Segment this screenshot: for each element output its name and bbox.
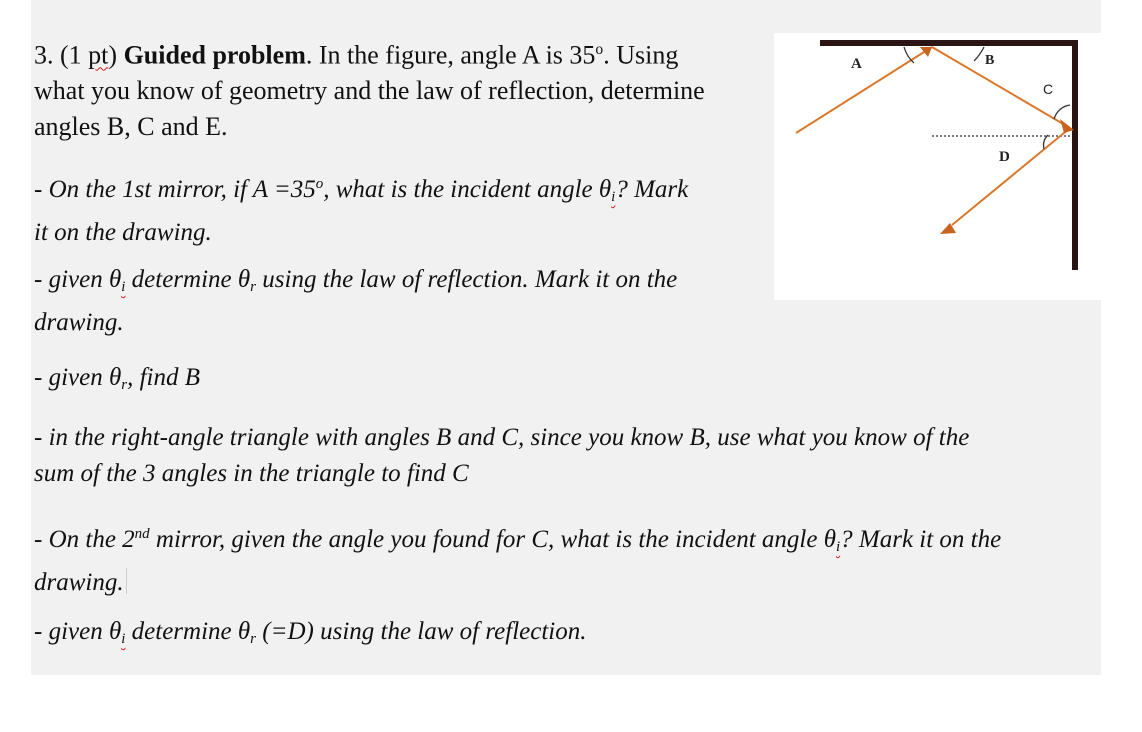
arrowhead-top [920, 47, 932, 57]
theta-symbol: θ [598, 176, 612, 203]
step-4 [34, 420, 969, 492]
step-3-text-a: - given [34, 364, 109, 391]
theta-subscript: r [121, 376, 128, 393]
step-4-text-line2: sum of the 3 angles in the triangle to find C [34, 460, 469, 487]
step-5-text-b: mirror, given the angle you found for C, what is the incident angle [149, 526, 824, 553]
step-5-text-a: - On the 2 [34, 526, 135, 553]
mirror-figure [774, 33, 1102, 300]
problem-intro-line2: what you know of geometry and the law of reflection, determine [34, 76, 705, 106]
problem-intro-line3: angles B, C and E. [34, 112, 228, 142]
problem-intro-a: . In the figure, angle A is 35 [305, 40, 596, 70]
theta-subscript: i [611, 188, 616, 205]
theta-subscript: r [250, 630, 257, 647]
step-6-text-b: determine [125, 618, 238, 645]
step-6-text-a: - given [34, 618, 109, 645]
right-mirror [1072, 40, 1078, 270]
step-1-text-a: - On the 1st mirror, if A =35 [34, 176, 316, 203]
top-mirror [820, 40, 1078, 46]
text-cursor [126, 568, 127, 594]
step-2-text-c: using the law of reflection. Mark it on the [256, 266, 678, 293]
problem-statement [34, 32, 705, 145]
step-2-text-line2: drawing. [34, 308, 124, 336]
degree-mark: o [315, 176, 324, 192]
problem-title: Guided problem [123, 40, 306, 70]
step-3-text-b: , find B [127, 364, 201, 391]
theta-subscript: i [121, 278, 126, 295]
problem-paren: ) [108, 40, 118, 70]
label-c: C [1043, 81, 1054, 97]
label-b: B [985, 53, 995, 68]
problem-number: 3. (1 [34, 40, 82, 70]
step-3 [34, 360, 200, 403]
theta-symbol: θ [237, 266, 251, 293]
ordinal-suffix: nd [134, 526, 150, 542]
step-1 [34, 166, 688, 251]
step-5-text-c: ? Mark it on the [840, 526, 1002, 553]
step-2-text-a: - given [34, 266, 109, 293]
step-2-text-b: determine [125, 266, 238, 293]
angle-b-arc [974, 47, 984, 61]
label-d: D [999, 149, 1010, 165]
theta-subscript: i [835, 538, 841, 555]
angle-c-arc [1054, 105, 1070, 119]
label-a: A [851, 56, 862, 72]
degree-mark: o [595, 41, 604, 58]
theta-symbol: θ [108, 266, 122, 293]
theta-symbol: θ [823, 526, 836, 553]
problem-intro-b: . Using [603, 40, 679, 70]
theta-symbol: θ [237, 618, 251, 645]
step-1-text-b: , what is the incident angle [323, 176, 599, 203]
step-4-text-line1: - in the right-angle triangle with angles B and C, since you know B, use what you know of the [34, 424, 970, 451]
arrowhead-right [1060, 119, 1074, 133]
reflected-ray-2 [952, 128, 1070, 225]
step-1-text-c: ? Mark [615, 176, 689, 203]
theta-subscript: r [250, 278, 257, 295]
step-5 [34, 516, 1001, 601]
theta-subscript: i [121, 630, 126, 647]
points-abbrev: pt [88, 40, 109, 70]
step-5-text-line2: drawing. [34, 568, 124, 596]
theta-symbol: θ [108, 364, 122, 391]
step-6 [34, 614, 587, 657]
mirror-diagram [774, 33, 1102, 300]
step-1-text-line2: it on the drawing. [34, 218, 212, 246]
theta-symbol: θ [108, 618, 122, 645]
step-6-text-c: (=D) using the law of reflection. [256, 618, 587, 645]
step-2 [34, 262, 677, 341]
